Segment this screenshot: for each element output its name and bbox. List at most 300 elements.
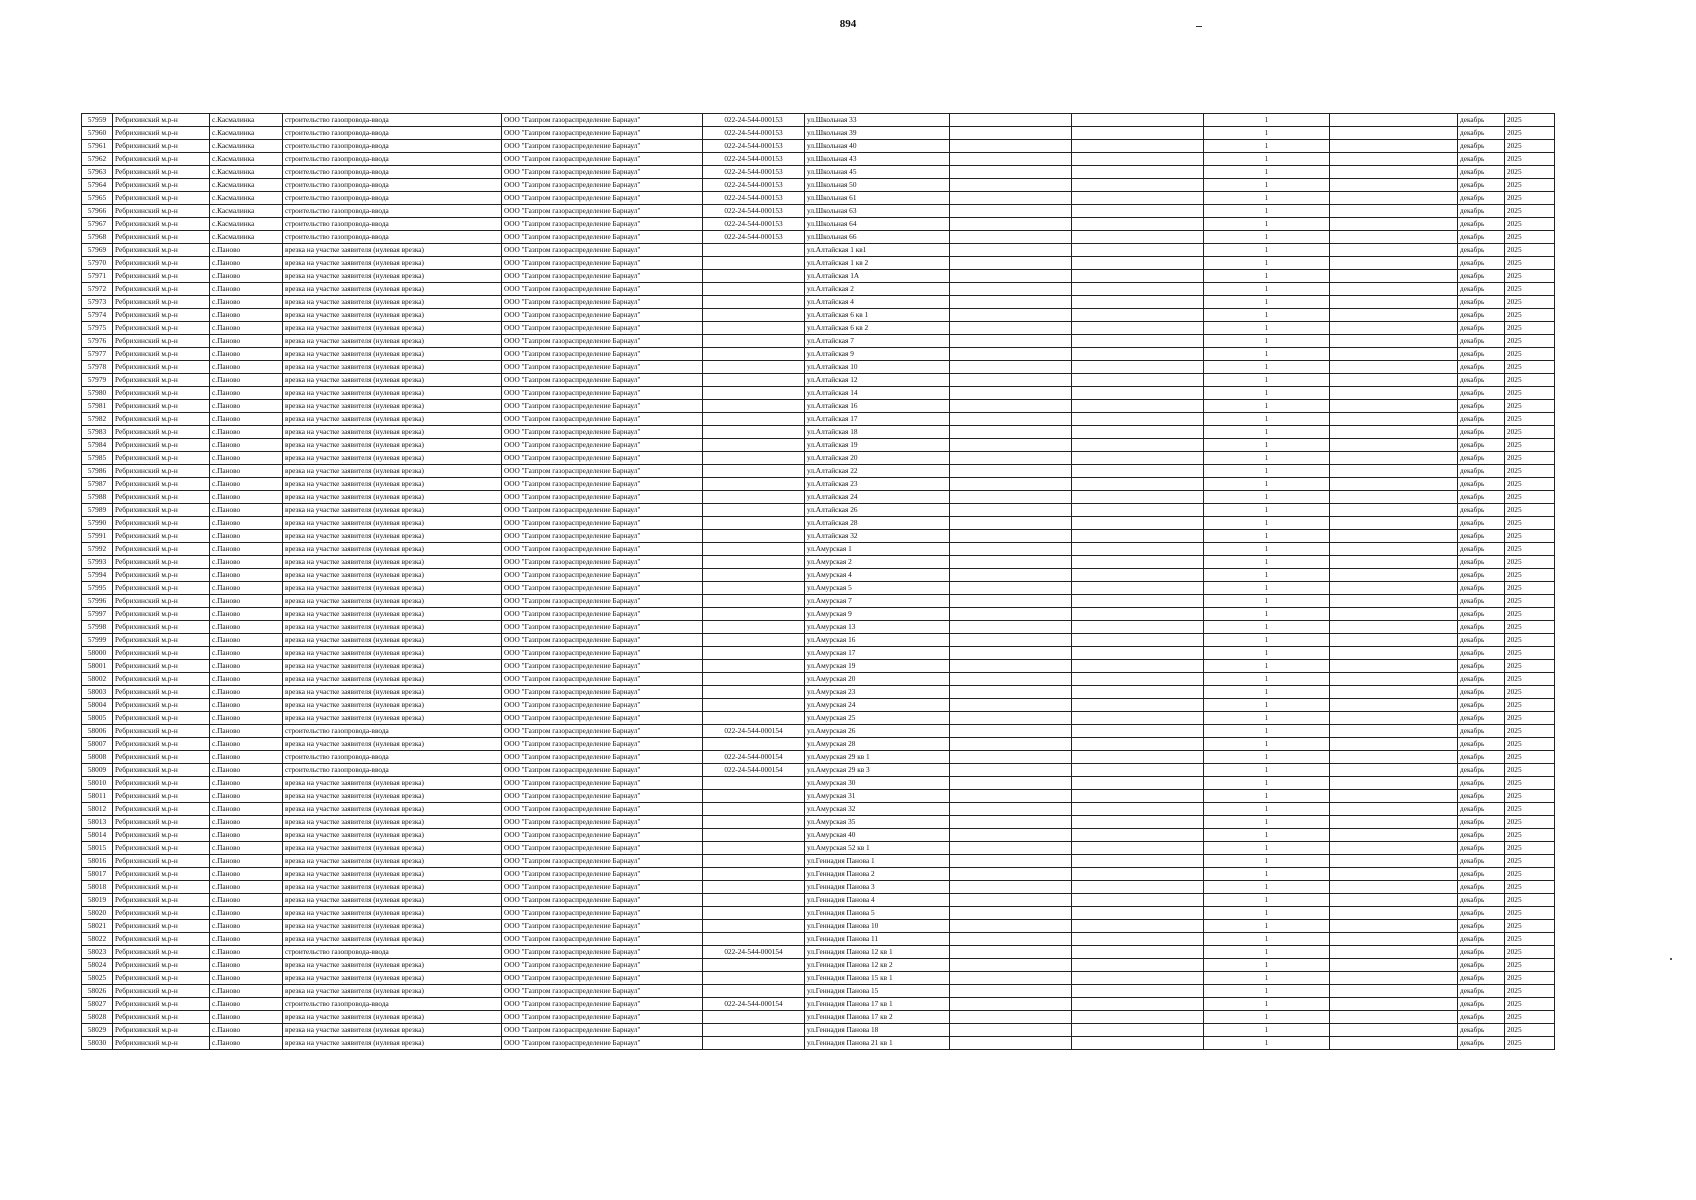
settlement-cell: с.Паново (210, 270, 283, 283)
settlement-cell: с.Касмалинка (210, 114, 283, 127)
district-cell: Ребрихинский м.р-н (113, 244, 210, 257)
table-row (82, 283, 1555, 296)
work-type-cell: врезка на участке заявителя (нулевая врезка) (283, 322, 502, 335)
month-cell: декабрь (1458, 595, 1505, 608)
empty-cell-cell (950, 816, 1072, 829)
quantity-cell: 1 (1204, 569, 1330, 582)
organization-cell: ООО "Газпром газораспределение Барнаул" (502, 153, 703, 166)
work-type-cell: врезка на участке заявителя (нулевая врезка) (283, 244, 502, 257)
table-row (82, 751, 1555, 764)
empty-cell-cell (1072, 777, 1204, 790)
empty-cell-cell (950, 530, 1072, 543)
contract-number-cell: 022-24-544-000153 (703, 218, 805, 231)
district-cell: Ребрихинский м.р-н (113, 985, 210, 998)
organization-cell: ООО "Газпром газораспределение Барнаул" (502, 959, 703, 972)
empty-cell-cell (1330, 426, 1458, 439)
address-cell: ул.Геннадия Панова 1 (805, 855, 950, 868)
work-type-cell: строительство газопровода-ввода (283, 179, 502, 192)
month-cell: декабрь (1458, 400, 1505, 413)
empty-cell-cell (1330, 114, 1458, 127)
empty-cell-cell (1330, 400, 1458, 413)
empty-cell-cell (1072, 972, 1204, 985)
quantity-cell: 1 (1204, 621, 1330, 634)
record-number-cell: 57975 (82, 322, 113, 335)
work-type-cell: врезка на участке заявителя (нулевая врезка) (283, 335, 502, 348)
month-cell: декабрь (1458, 569, 1505, 582)
address-cell: ул.Амурская 13 (805, 621, 950, 634)
settlement-cell: с.Паново (210, 556, 283, 569)
settlement-cell: с.Паново (210, 933, 283, 946)
month-cell: декабрь (1458, 920, 1505, 933)
contract-number-cell: 022-24-544-000153 (703, 231, 805, 244)
month-cell: декабрь (1458, 998, 1505, 1011)
year-cell: 2025 (1505, 530, 1555, 543)
organization-cell: ООО "Газпром газораспределение Барнаул" (502, 816, 703, 829)
contract-number-cell (703, 933, 805, 946)
quantity-cell: 1 (1204, 946, 1330, 959)
year-cell: 2025 (1505, 309, 1555, 322)
organization-cell: ООО "Газпром газораспределение Барнаул" (502, 1011, 703, 1024)
settlement-cell: с.Паново (210, 569, 283, 582)
empty-cell-cell (1330, 855, 1458, 868)
work-type-cell: врезка на участке заявителя (нулевая врезка) (283, 686, 502, 699)
table-row (82, 114, 1555, 127)
quantity-cell: 1 (1204, 894, 1330, 907)
table-row (82, 972, 1555, 985)
organization-cell: ООО "Газпром газораспределение Барнаул" (502, 829, 703, 842)
quantity-cell: 1 (1204, 595, 1330, 608)
month-cell: декабрь (1458, 426, 1505, 439)
contract-number-cell: 022-24-544-000153 (703, 205, 805, 218)
empty-cell-cell (1330, 543, 1458, 556)
district-cell: Ребрихинский м.р-н (113, 595, 210, 608)
quantity-cell: 1 (1204, 231, 1330, 244)
district-cell: Ребрихинский м.р-н (113, 166, 210, 179)
empty-cell-cell (1072, 725, 1204, 738)
quantity-cell: 1 (1204, 1024, 1330, 1037)
year-cell: 2025 (1505, 738, 1555, 751)
empty-cell-cell (1330, 647, 1458, 660)
record-number-cell: 57970 (82, 257, 113, 270)
year-cell: 2025 (1505, 920, 1555, 933)
quantity-cell: 1 (1204, 556, 1330, 569)
empty-cell-cell (950, 634, 1072, 647)
record-number-cell: 58004 (82, 699, 113, 712)
work-type-cell: врезка на участке заявителя (нулевая врезка) (283, 907, 502, 920)
quantity-cell: 1 (1204, 166, 1330, 179)
empty-cell-cell (950, 959, 1072, 972)
year-cell: 2025 (1505, 686, 1555, 699)
empty-cell-cell (1072, 816, 1204, 829)
organization-cell: ООО "Газпром газораспределение Барнаул" (502, 179, 703, 192)
quantity-cell: 1 (1204, 478, 1330, 491)
register-table-body (82, 114, 1555, 1050)
month-cell: декабрь (1458, 803, 1505, 816)
settlement-cell: с.Паново (210, 660, 283, 673)
contract-number-cell (703, 270, 805, 283)
month-cell: декабрь (1458, 491, 1505, 504)
record-number-cell: 58029 (82, 1024, 113, 1037)
contract-number-cell (703, 608, 805, 621)
quantity-cell: 1 (1204, 920, 1330, 933)
empty-cell-cell (1330, 959, 1458, 972)
empty-cell-cell (950, 231, 1072, 244)
district-cell: Ребрихинский м.р-н (113, 491, 210, 504)
settlement-cell: с.Паново (210, 1037, 283, 1050)
scan-mark (1196, 26, 1202, 27)
month-cell: декабрь (1458, 166, 1505, 179)
address-cell: ул.Школьная 40 (805, 140, 950, 153)
address-cell: ул.Геннадия Панова 12 кв 1 (805, 946, 950, 959)
work-type-cell: врезка на участке заявителя (нулевая врезка) (283, 647, 502, 660)
empty-cell-cell (1330, 972, 1458, 985)
empty-cell-cell (1072, 530, 1204, 543)
table-row (82, 920, 1555, 933)
record-number-cell: 57979 (82, 374, 113, 387)
month-cell: декабрь (1458, 296, 1505, 309)
settlement-cell: с.Касмалинка (210, 166, 283, 179)
quantity-cell: 1 (1204, 283, 1330, 296)
record-number-cell: 57959 (82, 114, 113, 127)
contract-number-cell (703, 335, 805, 348)
district-cell: Ребрихинский м.р-н (113, 504, 210, 517)
year-cell: 2025 (1505, 1011, 1555, 1024)
empty-cell-cell (1330, 946, 1458, 959)
record-number-cell: 58021 (82, 920, 113, 933)
organization-cell: ООО "Газпром газораспределение Барнаул" (502, 413, 703, 426)
contract-number-cell: 022-24-544-000153 (703, 192, 805, 205)
work-type-cell: строительство газопровода-ввода (283, 153, 502, 166)
quantity-cell: 1 (1204, 1011, 1330, 1024)
empty-cell-cell (950, 400, 1072, 413)
empty-cell-cell (1072, 348, 1204, 361)
work-type-cell: врезка на участке заявителя (нулевая врезка) (283, 855, 502, 868)
settlement-cell: с.Паново (210, 595, 283, 608)
record-number-cell: 57969 (82, 244, 113, 257)
settlement-cell: с.Паново (210, 283, 283, 296)
address-cell: ул.Алтайская 12 (805, 374, 950, 387)
empty-cell-cell (1072, 114, 1204, 127)
settlement-cell: с.Паново (210, 322, 283, 335)
empty-cell-cell (1330, 985, 1458, 998)
month-cell: декабрь (1458, 452, 1505, 465)
empty-cell-cell (950, 933, 1072, 946)
work-type-cell: врезка на участке заявителя (нулевая врезка) (283, 660, 502, 673)
quantity-cell: 1 (1204, 764, 1330, 777)
empty-cell-cell (1330, 933, 1458, 946)
address-cell: ул.Алтайская 2 (805, 283, 950, 296)
empty-cell-cell (1072, 699, 1204, 712)
settlement-cell: с.Паново (210, 543, 283, 556)
record-number-cell: 57998 (82, 621, 113, 634)
quantity-cell: 1 (1204, 985, 1330, 998)
table-row (82, 543, 1555, 556)
district-cell: Ребрихинский м.р-н (113, 881, 210, 894)
settlement-cell: с.Паново (210, 621, 283, 634)
empty-cell-cell (1330, 881, 1458, 894)
district-cell: Ребрихинский м.р-н (113, 309, 210, 322)
quantity-cell: 1 (1204, 816, 1330, 829)
organization-cell: ООО "Газпром газораспределение Барнаул" (502, 231, 703, 244)
work-type-cell: врезка на участке заявителя (нулевая врезка) (283, 881, 502, 894)
address-cell: ул.Геннадия Панова 2 (805, 868, 950, 881)
table-row (82, 829, 1555, 842)
settlement-cell: с.Паново (210, 244, 283, 257)
organization-cell: ООО "Газпром газораспределение Барнаул" (502, 608, 703, 621)
table-row (82, 946, 1555, 959)
settlement-cell: с.Паново (210, 712, 283, 725)
record-number-cell: 57961 (82, 140, 113, 153)
work-type-cell: врезка на участке заявителя (нулевая врезка) (283, 894, 502, 907)
work-type-cell: врезка на участке заявителя (нулевая врезка) (283, 712, 502, 725)
empty-cell-cell (1072, 933, 1204, 946)
organization-cell: ООО "Газпром газораспределение Барнаул" (502, 309, 703, 322)
empty-cell-cell (1072, 1037, 1204, 1050)
organization-cell: ООО "Газпром газораспределение Барнаул" (502, 842, 703, 855)
quantity-cell: 1 (1204, 790, 1330, 803)
address-cell: ул.Алтайская 18 (805, 426, 950, 439)
empty-cell-cell (1072, 946, 1204, 959)
settlement-cell: с.Касмалинка (210, 127, 283, 140)
empty-cell-cell (1330, 673, 1458, 686)
month-cell: декабрь (1458, 946, 1505, 959)
address-cell: ул.Амурская 17 (805, 647, 950, 660)
empty-cell-cell (1330, 517, 1458, 530)
quantity-cell: 1 (1204, 972, 1330, 985)
empty-cell-cell (950, 855, 1072, 868)
year-cell: 2025 (1505, 803, 1555, 816)
empty-cell-cell (1072, 686, 1204, 699)
year-cell: 2025 (1505, 751, 1555, 764)
year-cell: 2025 (1505, 608, 1555, 621)
address-cell: ул.Геннадия Панова 18 (805, 1024, 950, 1037)
address-cell: ул.Алтайская 28 (805, 517, 950, 530)
settlement-cell: с.Паново (210, 439, 283, 452)
table-row (82, 452, 1555, 465)
empty-cell-cell (950, 309, 1072, 322)
empty-cell-cell (1072, 998, 1204, 1011)
address-cell: ул.Геннадия Панова 21 кв 1 (805, 1037, 950, 1050)
district-cell: Ребрихинский м.р-н (113, 764, 210, 777)
district-cell: Ребрихинский м.р-н (113, 426, 210, 439)
table-row (82, 842, 1555, 855)
work-type-cell: врезка на участке заявителя (нулевая врезка) (283, 972, 502, 985)
quantity-cell: 1 (1204, 517, 1330, 530)
settlement-cell: с.Касмалинка (210, 140, 283, 153)
record-number-cell: 57981 (82, 400, 113, 413)
contract-number-cell (703, 504, 805, 517)
quantity-cell: 1 (1204, 829, 1330, 842)
address-cell: ул.Амурская 28 (805, 738, 950, 751)
empty-cell-cell (950, 725, 1072, 738)
year-cell: 2025 (1505, 595, 1555, 608)
empty-cell-cell (1330, 413, 1458, 426)
quantity-cell: 1 (1204, 712, 1330, 725)
contract-number-cell (703, 387, 805, 400)
empty-cell-cell (1330, 556, 1458, 569)
contract-number-cell (703, 465, 805, 478)
quantity-cell: 1 (1204, 530, 1330, 543)
month-cell: декабрь (1458, 621, 1505, 634)
empty-cell-cell (1072, 985, 1204, 998)
settlement-cell: с.Паново (210, 348, 283, 361)
year-cell: 2025 (1505, 660, 1555, 673)
empty-cell-cell (1072, 920, 1204, 933)
table-row (82, 387, 1555, 400)
work-type-cell: строительство газопровода-ввода (283, 998, 502, 1011)
organization-cell: ООО "Газпром газораспределение Барнаул" (502, 985, 703, 998)
district-cell: Ребрихинский м.р-н (113, 465, 210, 478)
empty-cell-cell (1330, 309, 1458, 322)
empty-cell-cell (1330, 803, 1458, 816)
organization-cell: ООО "Газпром газораспределение Барнаул" (502, 777, 703, 790)
work-type-cell: строительство газопровода-ввода (283, 140, 502, 153)
work-type-cell: врезка на участке заявителя (нулевая врезка) (283, 543, 502, 556)
empty-cell-cell (1330, 257, 1458, 270)
empty-cell-cell (1330, 374, 1458, 387)
table-row (82, 166, 1555, 179)
table-row (82, 270, 1555, 283)
empty-cell-cell (1072, 452, 1204, 465)
year-cell: 2025 (1505, 647, 1555, 660)
settlement-cell: с.Паново (210, 907, 283, 920)
empty-cell-cell (950, 738, 1072, 751)
address-cell: ул.Алтайская 7 (805, 335, 950, 348)
record-number-cell: 58027 (82, 998, 113, 1011)
contract-number-cell (703, 517, 805, 530)
work-type-cell: строительство газопровода-ввода (283, 751, 502, 764)
address-cell: ул.Амурская 20 (805, 673, 950, 686)
empty-cell-cell (1072, 764, 1204, 777)
record-number-cell: 57994 (82, 569, 113, 582)
empty-cell-cell (1330, 569, 1458, 582)
address-cell: ул.Алтайская 4 (805, 296, 950, 309)
empty-cell-cell (950, 985, 1072, 998)
empty-cell-cell (1072, 270, 1204, 283)
contract-number-cell (703, 491, 805, 504)
work-type-cell: врезка на участке заявителя (нулевая врезка) (283, 699, 502, 712)
empty-cell-cell (1330, 348, 1458, 361)
settlement-cell: с.Паново (210, 790, 283, 803)
month-cell: декабрь (1458, 790, 1505, 803)
year-cell: 2025 (1505, 452, 1555, 465)
table-row (82, 634, 1555, 647)
empty-cell-cell (1330, 751, 1458, 764)
year-cell: 2025 (1505, 933, 1555, 946)
contract-number-cell (703, 257, 805, 270)
district-cell: Ребрихинский м.р-н (113, 322, 210, 335)
record-number-cell: 58008 (82, 751, 113, 764)
settlement-cell: с.Паново (210, 491, 283, 504)
empty-cell-cell (1330, 218, 1458, 231)
settlement-cell: с.Паново (210, 452, 283, 465)
work-type-cell: врезка на участке заявителя (нулевая врезка) (283, 803, 502, 816)
settlement-cell: с.Касмалинка (210, 231, 283, 244)
empty-cell-cell (1330, 478, 1458, 491)
empty-cell-cell (1072, 803, 1204, 816)
quantity-cell: 1 (1204, 361, 1330, 374)
settlement-cell: с.Паново (210, 530, 283, 543)
work-type-cell: врезка на участке заявителя (нулевая врезка) (283, 374, 502, 387)
month-cell: декабрь (1458, 413, 1505, 426)
empty-cell-cell (950, 686, 1072, 699)
record-number-cell: 57976 (82, 335, 113, 348)
quantity-cell: 1 (1204, 387, 1330, 400)
address-cell: ул.Амурская 26 (805, 725, 950, 738)
quantity-cell: 1 (1204, 634, 1330, 647)
empty-cell-cell (1072, 478, 1204, 491)
table-row (82, 985, 1555, 998)
address-cell: ул.Амурская 1 (805, 543, 950, 556)
month-cell: декабрь (1458, 231, 1505, 244)
table-row (82, 777, 1555, 790)
empty-cell-cell (1330, 660, 1458, 673)
empty-cell-cell (1330, 595, 1458, 608)
quantity-cell: 1 (1204, 114, 1330, 127)
empty-cell-cell (1072, 322, 1204, 335)
year-cell: 2025 (1505, 946, 1555, 959)
settlement-cell: с.Паново (210, 946, 283, 959)
empty-cell-cell (950, 699, 1072, 712)
contract-number-cell (703, 920, 805, 933)
record-number-cell: 58025 (82, 972, 113, 985)
year-cell: 2025 (1505, 322, 1555, 335)
quantity-cell: 1 (1204, 959, 1330, 972)
quantity-cell: 1 (1204, 322, 1330, 335)
contract-number-cell (703, 1024, 805, 1037)
empty-cell-cell (1330, 738, 1458, 751)
district-cell: Ребрихинский м.р-н (113, 712, 210, 725)
address-cell: ул.Алтайская 23 (805, 478, 950, 491)
settlement-cell: с.Паново (210, 400, 283, 413)
contract-number-cell (703, 400, 805, 413)
settlement-cell: с.Паново (210, 478, 283, 491)
empty-cell-cell (950, 283, 1072, 296)
month-cell: декабрь (1458, 257, 1505, 270)
empty-cell-cell (1072, 634, 1204, 647)
quantity-cell: 1 (1204, 777, 1330, 790)
organization-cell: ООО "Газпром газораспределение Барнаул" (502, 465, 703, 478)
settlement-cell: с.Паново (210, 751, 283, 764)
quantity-cell: 1 (1204, 192, 1330, 205)
settlement-cell: с.Паново (210, 374, 283, 387)
table-row (82, 179, 1555, 192)
work-type-cell: врезка на участке заявителя (нулевая врезка) (283, 309, 502, 322)
organization-cell: ООО "Газпром газораспределение Барнаул" (502, 439, 703, 452)
record-number-cell: 57999 (82, 634, 113, 647)
settlement-cell: с.Касмалинка (210, 179, 283, 192)
contract-number-cell: 022-24-544-000154 (703, 946, 805, 959)
organization-cell: ООО "Газпром газораспределение Барнаул" (502, 270, 703, 283)
year-cell: 2025 (1505, 699, 1555, 712)
address-cell: ул.Амурская 4 (805, 569, 950, 582)
contract-number-cell (703, 348, 805, 361)
organization-cell: ООО "Газпром газораспределение Барнаул" (502, 725, 703, 738)
district-cell: Ребрихинский м.р-н (113, 231, 210, 244)
table-row (82, 569, 1555, 582)
table-row (82, 517, 1555, 530)
address-cell: ул.Амурская 23 (805, 686, 950, 699)
organization-cell: ООО "Газпром газораспределение Барнаул" (502, 1037, 703, 1050)
table-row (82, 374, 1555, 387)
settlement-cell: с.Паново (210, 361, 283, 374)
district-cell: Ребрихинский м.р-н (113, 946, 210, 959)
contract-number-cell (703, 1011, 805, 1024)
table-row (82, 855, 1555, 868)
empty-cell-cell (1330, 322, 1458, 335)
work-type-cell: врезка на участке заявителя (нулевая врезка) (283, 452, 502, 465)
settlement-cell: с.Паново (210, 777, 283, 790)
